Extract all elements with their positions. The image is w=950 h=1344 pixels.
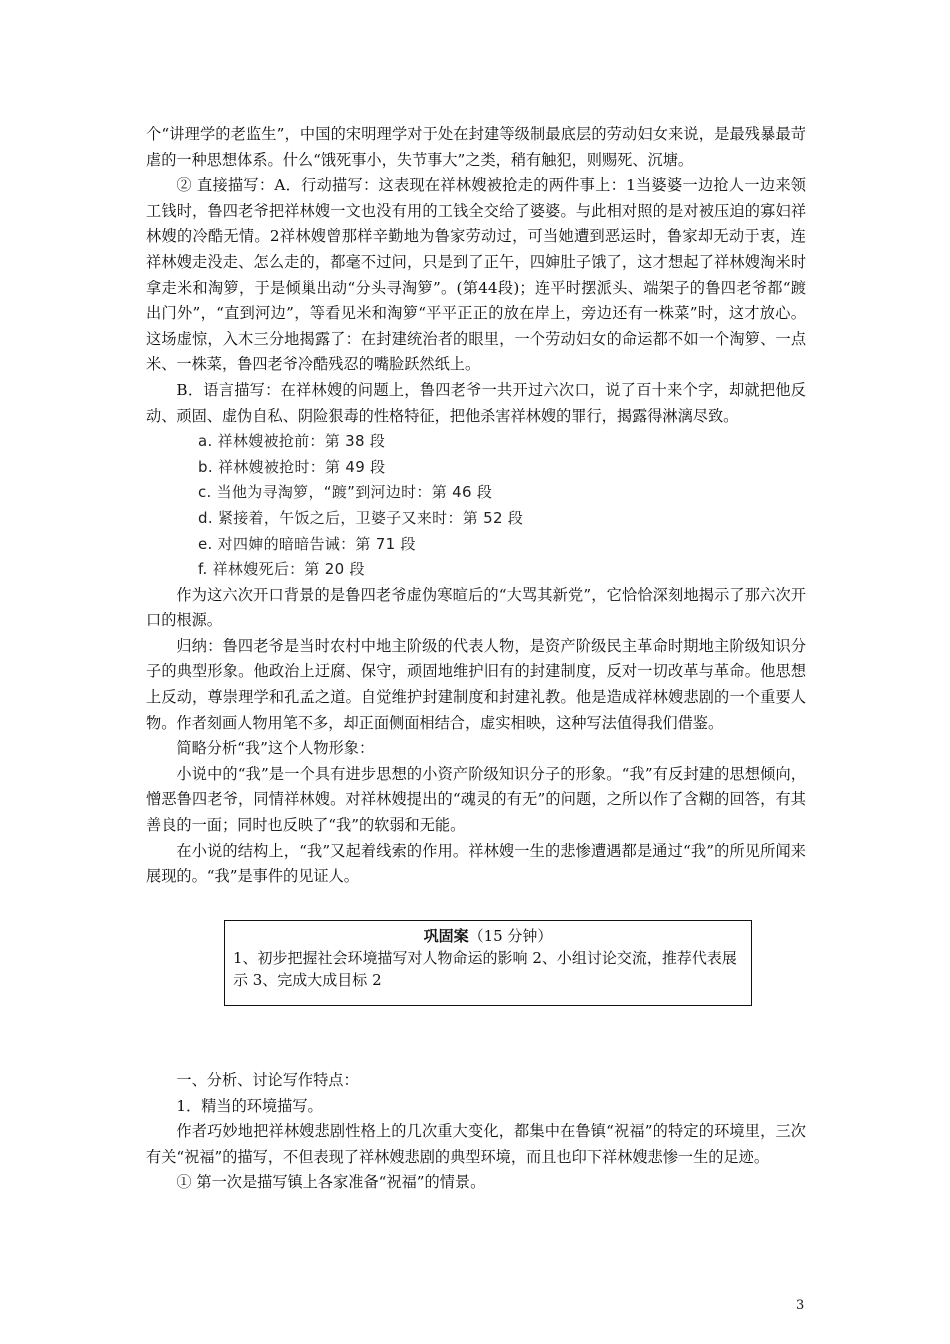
speech-occasion-list	[146, 429, 806, 583]
list-item: a. 祥林嫂被抢前：第 38 段	[198, 432, 386, 451]
box-title	[233, 925, 743, 947]
box-title-time: （15 分钟）	[468, 927, 553, 945]
paragraph: 作者巧妙地把祥林嫂悲剧性格上的几次重大变化，都集中在鲁镇“祝福”的特定的环境里，三次有关“祝福”的描写，不但表现了祥林嫂悲剧的典型环境，而且也印下祥林嫂悲惨一生的足迹。	[146, 1122, 806, 1166]
consolidation-box	[224, 920, 752, 1006]
box-content: 1、初步把握社会环境描写对人物命运的影响 2、小组讨论交流，推荐代表展示 3、完成大成目标 2	[233, 949, 737, 989]
paragraph: 个“讲理学的老监生”，中国的宋明理学对于处在封建等级制最底层的劳动妇女来说，是最残暴最苛虐的一种思想体系。什么“饿死事小，失节事大”之类，稍有触犯，则赐死、沉塘。	[146, 125, 806, 169]
lower-text-block	[146, 1068, 806, 1196]
paragraph: B．语言描写：在祥林嫂的问题上，鲁四老爷一共开过六次口，说了百十来个字，却就把他反动、顽固、虚伪自私、阴险狠毒的性格特征，把他杀害祥林嫂的罪行，揭露得淋漓尽致。	[146, 380, 806, 425]
page-number: 3	[796, 1298, 805, 1313]
subsection-heading: 1．精当的环境描写。	[176, 1096, 323, 1115]
paragraph: ① 第一次是描写镇上各家准备“祝福”的情景。	[176, 1173, 486, 1192]
main-text-block	[146, 122, 806, 890]
list-item: d. 紧接着，午饭之后，卫婆子又来时：第 52 段	[198, 508, 524, 527]
paragraph: 归纳：鲁四老爷是当时农村中地主阶级的代表人物，是资产阶级民主革命时期地主阶级知识分子的典型形象。他政治上迂腐、保守，顽固地维护旧有的封建制度，反对一切改革与革命。他思想上反动，尊崇理学和孔孟之道。自觉维护封建制度和封建礼教。他是造成祥林嫂悲剧的一个重要人物。作者刻画人物用笔不多，却正面侧面相结合，虚实相映，这种写法值得我们借鉴。	[146, 636, 806, 732]
paragraph: 作为这六次开口背景的是鲁四老爷虚伪寒暄后的“大骂其新党”，它恰恰深刻地揭示了那六次开口的根源。	[146, 585, 806, 630]
paragraph: ② 直接描写：A．行动描写：这表现在祥林嫂被抢走的两件事上：1当婆婆一边抢人一边来领工钱时，鲁四老爷把祥林嫂一文也没有用的工钱全交给了婆婆。与此相对照的是对被压迫的寡妇祥林嫂的冷酷无情。2祥林嫂曾那样辛勤地为鲁家劳动过，可当她遭到恶运时，鲁家却无动于衷，连祥林嫂走没走、怎么走的，都毫不过问，只是到了正午，四婶肚子饿了，这才想起了祥林嫂淘米时拿走米和淘箩，于是倾巢出动“分头寻淘箩”。(第44段)；连平时摆派头、端架子的鲁四老爷都“踱出门外”，“直到河边”，等看见米和淘箩“平平正正的放在岸上，旁边还有一株菜”时，这才放心。这场虚惊，入木三分地揭露了：在封建统治者的眼里，一个劳动妇女的命运都不如一个淘箩、一点米、一株菜，鲁四老爷冷酷残忍的嘴脸跃然纸上。	[146, 176, 806, 374]
paragraph: 小说中的“我”是一个具有进步思想的小资产阶级知识分子的形象。“我”有反封建的思想倾向，憎恶鲁四老爷，同情祥林嫂。对祥林嫂提出的“魂灵的有无”的问题，之所以作了含糊的回答，有其善良的一面；同时也反映了“我”的软弱和无能。	[146, 764, 806, 835]
paragraph: 在小说的结构上，“我”又起着线索的作用。祥林嫂一生的悲惨遭遇都是通过“我”的所见所闻来展现的。“我”是事件的见证人。	[146, 841, 806, 886]
list-item: c. 当他为寻淘箩，“踱”到河边时：第 46 段	[198, 483, 493, 502]
list-item: f. 祥林嫂死后：第 20 段	[198, 560, 365, 579]
list-item: e. 对四婶的暗暗告诫：第 71 段	[198, 534, 416, 553]
section-heading: 一、分析、讨论写作特点：	[176, 1071, 359, 1089]
list-item: b. 祥林嫂被抢时：第 49 段	[198, 457, 386, 476]
paragraph: 简略分析“我”这个人物形象：	[176, 739, 375, 758]
box-title-bold: 巩固案	[423, 927, 469, 945]
